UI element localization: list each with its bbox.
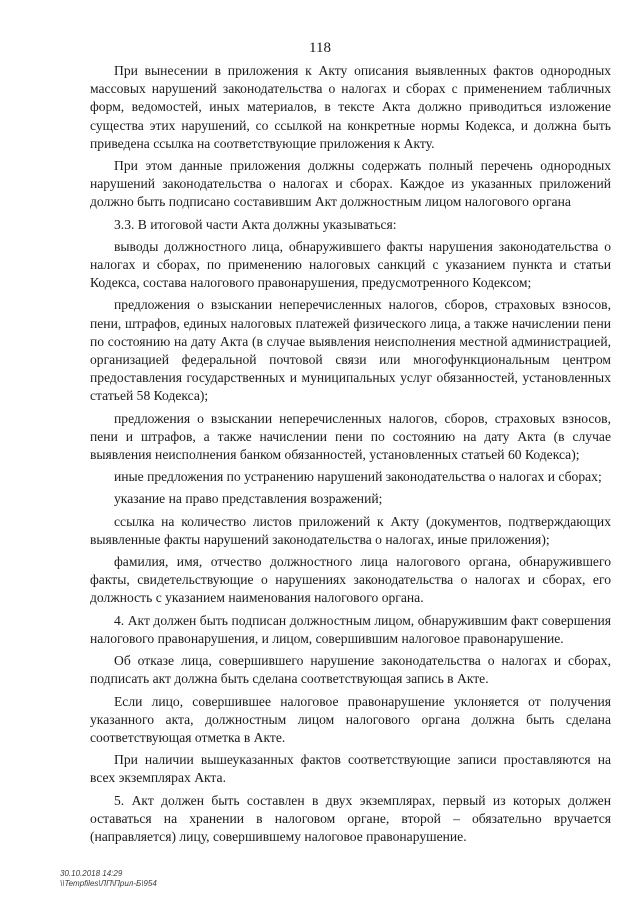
document-body (90, 62, 611, 850)
paragraph: При вынесении в приложения к Акту описания выявленных фактов однородных массовых нарушений законодательства о налогах и сборах с применением табличных форм, ведомостей, иных материалов, в тексте Акта должно приводиться изложение существа этих нарушений, со ссылкой на конкретные нормы Кодекса, и должна быть приведена ссылка на соответствующие приложения к Акту. (90, 63, 611, 151)
paragraph: При наличии вышеуказанных фактов соответствующие записи проставляются на всех экземплярах Акта. (90, 752, 611, 786)
paragraph: фамилия, имя, отчество должностного лица налогового органа, обнаружившего факты, свидетельствующие о нарушениях законодательства о налогах и сборах, его должность с указанием наименования налогового органа. (90, 554, 611, 606)
file-stamp-footer (60, 869, 157, 889)
paragraph: ссылка на количество листов приложений к Акту (документов, подтверждающих выявленные факты нарушений законодательства о налогах, иные приложения); (90, 513, 611, 547)
paragraph: 3.3. В итоговой части Акта должны указываться: (114, 216, 397, 232)
paragraph: предложения о взыскании неперечисленных налогов, сборов, страховых взносов, пени и штрафов, а также начислении пени по состоянию на дату Акта (в случае выявления неисполнения банком обязанностей, установленных статьей 60 Кодекса); (90, 410, 611, 463)
paragraph: выводы должностного лица, обнаружившего факты нарушения законодательства о налогах и сборах, по применению налоговых санкций с указанием пункта и статьи Кодекса, состава налогового правонарушения, предусмотренного Кодексом; (90, 238, 611, 291)
paragraph: 5. Акт должен быть составлен в двух экземплярах, первый из которых должен оставаться на хранении в налоговом органе, второй – обязательно вручается (направляется) лицу, совершившему налоговое правонарушение. (90, 792, 611, 844)
paragraph: Если лицо, совершившее налоговое правонарушение уклоняется от получения указанного акта, должностным лицом налогового органа должна быть сделана соответствующая отметка в Акте. (90, 693, 611, 745)
paragraph: предложения о взыскании неперечисленных налогов, сборов, страховых взносов, пени, штрафов, единых налоговых платежей физического лица, а также начислении пени по состоянию на дату Акта (в случае выявления неисполнения местной администрацией, организацией федеральной почтовой связи или многофункциональным центром предоставления государственных и муниципальных услуг обязанностей, установленных статьей 58 Кодекса); (90, 297, 611, 404)
paragraph: Об отказе лица, совершившего нарушение законодательства о налогах и сборах, подписать акт должна быть сделана соответствующая запись в Акте. (90, 653, 611, 687)
footer-file-path: \\Tempfiles\ЛП\Прил-Б\954 (60, 879, 157, 888)
paragraph: указание на право представления возражений; (114, 491, 383, 507)
paragraph: При этом данные приложения должны содержать полный перечень однородных нарушений законодательства о налогах и сборах. Каждое из указанных приложений должно быть подписано составившим Акт должностным лицом налогового органа (90, 158, 611, 210)
page-number: 118 (309, 40, 331, 56)
footer-timestamp: 30.10.2018 14:29 (60, 869, 123, 878)
paragraph: иные предложения по устранению нарушений законодательства о налогах и сборах; (114, 469, 602, 485)
paragraph: 4. Акт должен быть подписан должностным лицом, обнаружившим факт совершения налогового правонарушения, и лицом, совершившим налоговое правонарушение. (90, 612, 611, 646)
